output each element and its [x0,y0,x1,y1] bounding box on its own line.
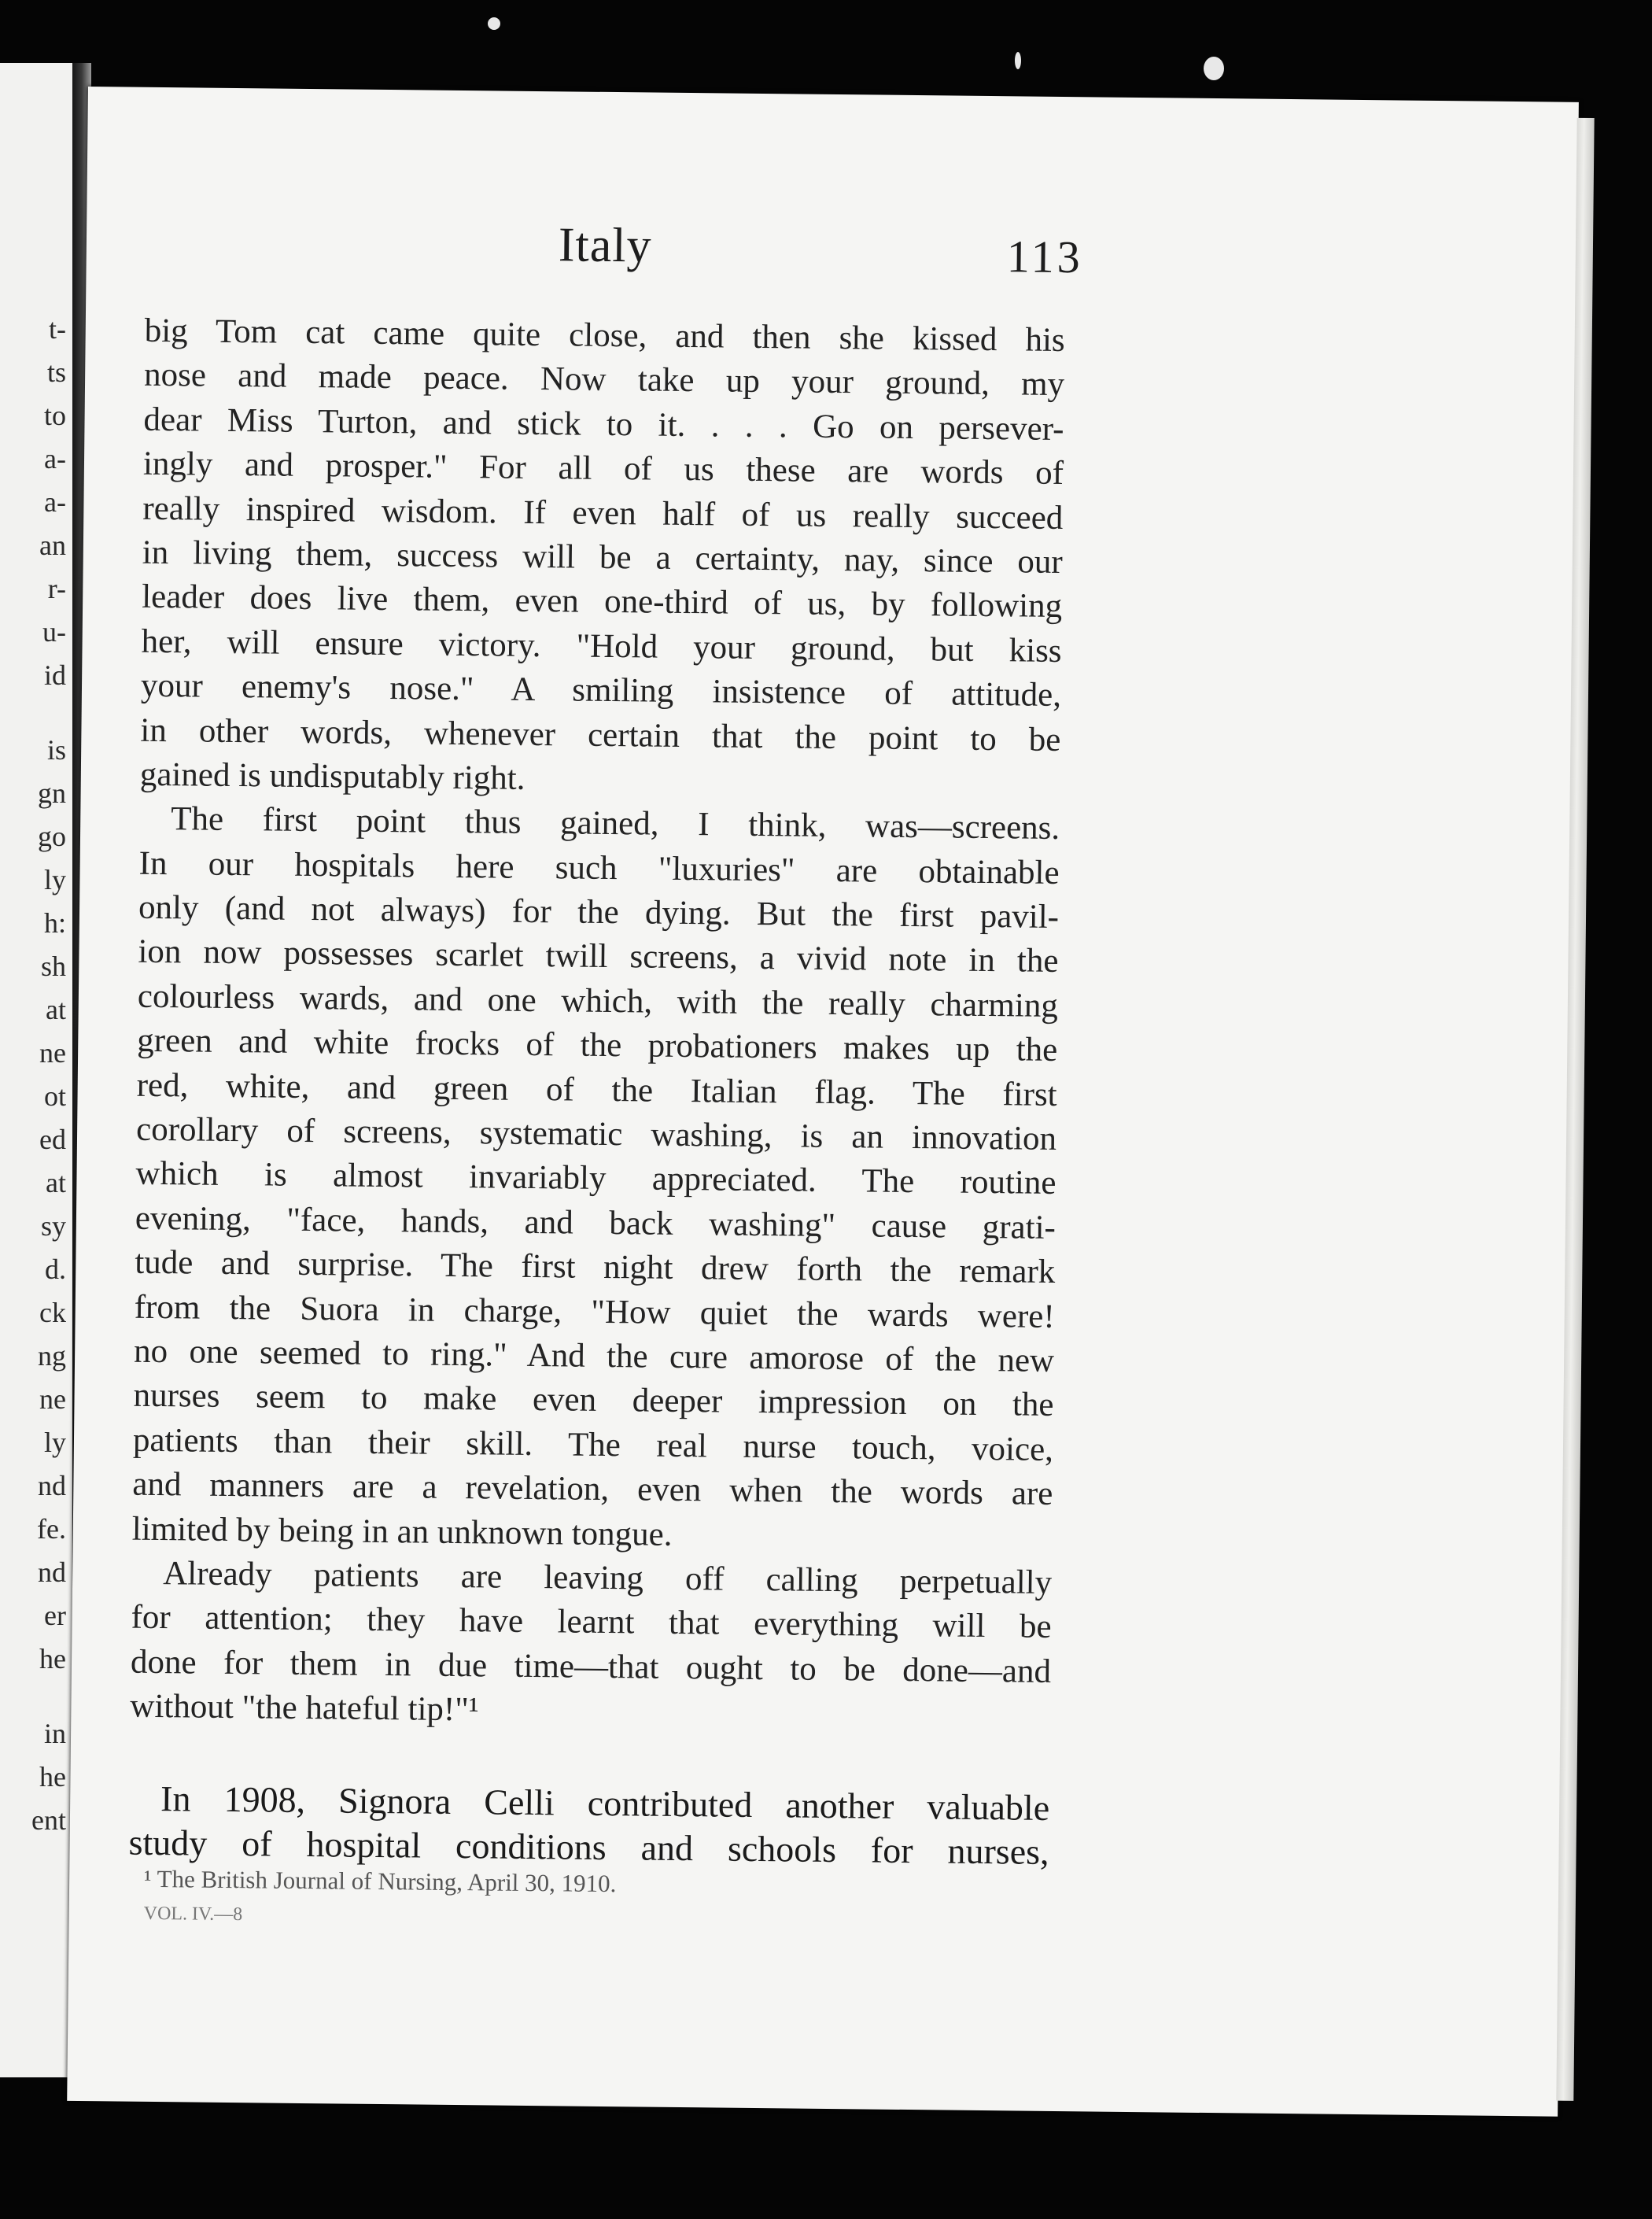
facing-page-text-fragment: ot [43,1080,66,1112]
facing-page-text-fragment: nd [38,1556,66,1588]
running-title: Italy [558,218,652,273]
facing-page-text-fragment: r- [47,573,66,604]
facing-page-text-fragment: d. [45,1253,66,1285]
facing-page-text-fragment: ed [39,1124,66,1155]
text-line: green and white frocks of the probationers makes up the [137,1021,1058,1069]
facing-page-text-fragment: at [46,994,66,1025]
facing-page-text-fragment: a- [44,486,66,518]
text-line: In our hospitals here such "luxuries" are obtainable [138,844,1060,892]
body-text [128,309,1065,1874]
facing-page-text-fragment: t- [49,313,66,345]
facing-page-text-fragment: ly [43,1427,66,1458]
facing-page-text-fragment: ng [38,1340,66,1372]
text-line: which is almost invariably appreciated. The routine [135,1155,1056,1202]
footnote: ¹ The British Journal of Nursing, April 30, 1910. [143,1864,617,1898]
page-number: 113 [1006,231,1083,283]
facing-page-text-fragment: go [38,821,66,852]
facing-page-text-fragment: he [39,1761,66,1793]
running-head [86,212,1109,286]
facing-page-text-fragment: ne [39,1037,66,1069]
text-line: nurses seem to make even deeper impression on the [133,1377,1054,1424]
text-line: limited by being in an unknown tongue. [131,1510,673,1553]
text-line: corollary of screens, systematic washing, is an innovation [135,1110,1057,1157]
text-line: red, white, and green of the Italian flag. The first [136,1066,1057,1113]
dust-speck [488,17,500,30]
facing-page-text-fragment: sy [40,1210,66,1242]
facing-page-text-fragment: ck [39,1297,66,1328]
text-line: nose and made peace. Now take up your ground, my [143,356,1065,404]
facing-page-text-fragment: id [43,659,66,691]
text-line: gained is undisputably right. [139,755,525,797]
facing-page-text-fragment: gn [38,777,66,809]
text-line: big Tom cat came quite close, and then she kissed his [144,312,1065,360]
text-line: In 1908, Signora Celli contributed another valuable [160,1778,1050,1828]
facing-page-text-fragment: ts [46,356,66,388]
text-line: tude and surprise. The first night drew forth the remark [135,1243,1056,1291]
text-line: leader does live them, even one-third of us, by following [141,578,1063,626]
text-line: her, will ensure victory. "Hold your ground, but kiss [141,622,1062,670]
facing-page-text-fragment: er [44,1600,66,1631]
text-line: dear Miss Turton, and stick to it. . . . Go on persever- [143,401,1064,448]
text-line: only (and not always) for the dying. But the first pavil- [138,888,1060,936]
facing-page-text-fragment: nd [38,1470,66,1501]
text-line: your enemy's nose." A smiling insistence of attitude, [140,666,1062,714]
text-line: The first point thus gained, I think, was—screens. [171,800,1060,847]
dust-speck [1015,52,1021,69]
text-line: for attention; they have learnt that everything will be [131,1599,1052,1646]
text-line: done for them in due time—that ought to be done—and [130,1643,1052,1690]
text-line: evening, "face, hands, and back washing" cause grati- [135,1199,1056,1246]
text-line: really inspired wisdom. If even half of us really succeed [142,489,1064,537]
text-line: Already patients are leaving off calling perpetually [162,1555,1053,1601]
facing-page-text-fragment: a- [44,443,66,474]
text-line: no one seemed to ring." And the cure amorose of the new [133,1332,1055,1379]
text-line: without "the hateful tip!"¹ [130,1687,479,1729]
facing-page-fragment [0,63,72,2077]
facing-page-text-fragment: is [46,734,66,766]
facing-page-text-fragment: sh [40,951,66,982]
closing-paragraph [128,1776,1049,1874]
facing-page-text-fragment: an [39,530,66,561]
facing-page-text-fragment: ent [31,1804,66,1836]
text-line: ion now possesses scarlet twill screens, a vivid note in the [138,933,1059,980]
paragraph [132,797,1060,1561]
book-page [67,87,1579,2117]
facing-page-text-fragment: fe. [37,1513,66,1545]
paragraph [130,1552,1052,1739]
facing-page-text-fragment: ly [43,864,66,895]
text-line: colourless wards, and one which, with the really charming [137,977,1059,1025]
text-line: in living them, success will be a certainty, nay, since our [142,534,1063,581]
text-line: from the Suora in charge, "How quiet the wards were! [134,1288,1055,1335]
text-line: and manners are a revelation, even when the words are [132,1465,1053,1513]
facing-page-text-fragment: in [43,1718,66,1749]
dust-speck [1204,57,1224,80]
footnote-area [143,1862,1049,1940]
paragraph [140,309,1065,807]
text-line: ingly and prosper." For all of us these are words of [142,445,1064,493]
text-line: study of hospital conditions and schools for nurses, [128,1822,1049,1872]
facing-page-text-fragment: ne [39,1383,66,1415]
facing-page-text-fragment: at [46,1167,66,1198]
facing-page-text-fragment: he [39,1643,66,1674]
text-line: patients than their skill. The real nurse touch, voice, [132,1421,1054,1468]
facing-page-text-fragment: u- [42,616,66,648]
volume-signature: VOL. IV.—8 [143,1903,243,1925]
facing-page-text-fragment: to [43,400,66,431]
text-line: in other words, whenever certain that the point to be [140,711,1061,759]
facing-page-text-fragment: h: [43,907,66,939]
